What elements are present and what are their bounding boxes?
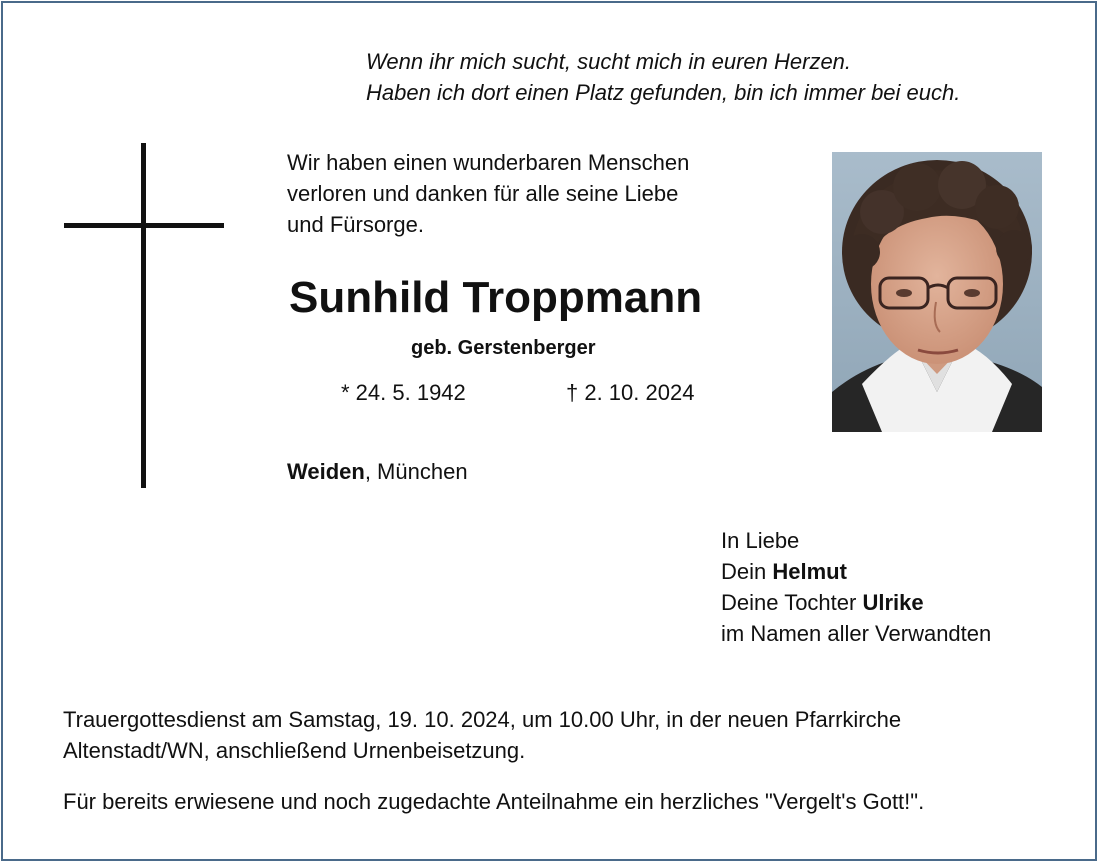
signature-line-1: In Liebe xyxy=(721,528,800,553)
intro-line-2: verloren und danken für alle seine Liebe xyxy=(287,181,679,206)
signature-line-4: im Namen aller Verwandten xyxy=(721,621,992,646)
place-primary: Weiden xyxy=(287,459,365,484)
intro-text xyxy=(287,147,787,240)
cross-icon xyxy=(64,143,226,489)
service-line-2: Altenstadt/WN, anschließend Urnenbeisetzung. xyxy=(63,738,526,763)
motto-line-1: Wenn ihr mich sucht, sucht mich in euren Herzen. xyxy=(366,49,852,74)
signature-prefix-3: Deine Tochter xyxy=(721,590,863,615)
motto-line-2: Haben ich dort einen Platz gefunden, bin ich immer bei euch. xyxy=(366,80,961,105)
signature-line-2 xyxy=(721,556,991,587)
place-rest: , München xyxy=(364,459,468,484)
intro-line-1: Wir haben einen wunderbaren Menschen xyxy=(287,150,690,175)
birth-date: * 24. 5. 1942 xyxy=(341,380,466,405)
places xyxy=(287,459,468,485)
portrait-photo xyxy=(832,152,1042,432)
maiden-name: geb. Gerstenberger xyxy=(411,337,596,359)
motto-quote xyxy=(366,46,960,108)
service-line-1: Trauergottesdienst am Samstag, 19. 10. 2024, um 10.00 Uhr, in der neuen Pfarrkirche xyxy=(63,707,902,732)
funeral-service-info xyxy=(63,704,1063,766)
intro-line-3: und Fürsorge. xyxy=(287,212,424,237)
signature-line-3 xyxy=(721,587,991,618)
death-date: † 2. 10. 2024 xyxy=(566,380,695,405)
thanks-text: Für bereits erwiesene und noch zugedachte Anteilnahme ein herzliches "Vergelt's Gott!". xyxy=(63,789,925,814)
signature-name-ulrike: Ulrike xyxy=(862,590,924,615)
signatures xyxy=(721,525,991,649)
signature-name-helmut: Helmut xyxy=(772,559,847,584)
deceased-name: Sunhild Troppmann xyxy=(289,273,703,322)
signature-prefix-2: Dein xyxy=(721,559,773,584)
